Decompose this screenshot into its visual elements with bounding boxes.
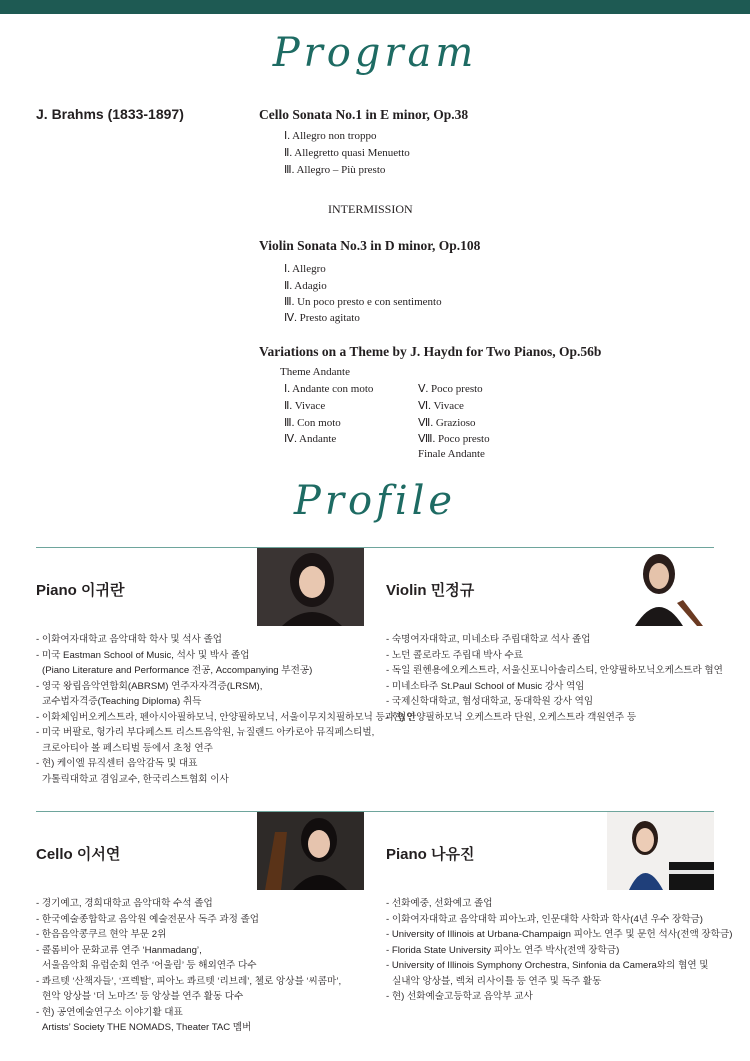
bio-line-continued: 교수법자격증(Teaching Diploma) 취득 — [42, 696, 202, 707]
bio-line: - 경기예고, 경희대학교 음악대학 수석 졸업 — [36, 898, 213, 909]
bio-item — [36, 679, 415, 710]
bio-item — [386, 632, 723, 648]
bio-item — [386, 694, 723, 710]
bio-line: - 이화체임버오케스트라, 펜아시아필하모닉, 안양필하모닉, 서울이무지치필하모닉 등과 협연 — [36, 711, 416, 723]
artist-photo — [607, 548, 714, 626]
bio-line: - 이화여자대학교 음악대학 피아노과, 인문대학 사학과 학사(4년 우수 장학금) — [386, 913, 703, 925]
variation: Ⅷ. Poco presto — [418, 433, 490, 445]
bio-item — [386, 989, 732, 1005]
artist-name: Violin 민정규 — [386, 582, 475, 599]
bio-item — [36, 974, 341, 1005]
variation: Ⅱ. Vivace — [284, 400, 326, 412]
artist-bio — [36, 632, 415, 787]
bio-line: - 독일 뢴헨용에오케스트라, 서울신포니아솔리스티, 안양필하모닉오케스트라 협연 — [386, 665, 723, 676]
bio-line: - 현) 케이엘 뮤직센터 음악감독 및 대표 — [36, 758, 198, 769]
artist-name: Cello 이서연 — [36, 846, 121, 863]
bio-item — [386, 958, 732, 989]
bio-line: - 한음음악콩쿠르 현악 부문 2위 — [36, 929, 167, 940]
bio-line: - Florida State University 피아노 연주 박사(전액 장학금) — [386, 944, 620, 956]
profile-heading: Profile — [293, 478, 457, 524]
work-title: Cello Sonata No.1 in E minor, Op.38 — [259, 107, 469, 122]
movement: Ⅲ. Un poco presto e con sentimento — [284, 296, 442, 308]
variation: Ⅶ. Grazioso — [418, 417, 476, 429]
bio-line: - 콜롬비아 문화교류 연주 ‘Hanmadang’, — [36, 944, 202, 956]
artist-photo — [257, 548, 364, 626]
bio-line: - 국제신학대학교, 협성대학교, 동대학원 강사 역임 — [386, 696, 594, 707]
bio-line: - 미국 Eastman School of Music, 석사 및 박사 졸업 — [36, 649, 250, 661]
bio-line: - 미국 버팔로, 헝가리 부다페스트 리스트음악원, 뉴질랜드 아카로아 뮤직페스티벌, — [36, 727, 375, 738]
movement: Ⅰ. Allegro non troppo — [284, 130, 377, 142]
bio-item — [386, 896, 732, 912]
bio-line: - 콰르텟 ‘산책자들’, ‘프렉탈’, 피아노 콰르텟 ‘리브레’, 첼로 앙상블 ‘씨콤마’, — [36, 975, 342, 987]
movement: Ⅱ. Allegretto quasi Menuetto — [284, 147, 410, 159]
work-title: Violin Sonata No.3 in D minor, Op.108 — [259, 238, 481, 253]
theme-label: Theme Andante — [280, 366, 350, 378]
composer-name: J. Brahms (1833-1897) — [36, 106, 184, 122]
bio-line: - 현) 안양필하모닉 오케스트라 단원, 오케스트라 객원연주 등 — [386, 711, 637, 723]
artist-name: Piano 나유진 — [386, 846, 475, 863]
bio-line-continued: 크로아티아 볼 페스티벌 등에서 초청 연주 — [42, 742, 213, 754]
movement: Ⅱ. Adagio — [284, 280, 327, 292]
variation: Ⅵ. Vivace — [418, 400, 464, 412]
bio-item — [36, 927, 341, 943]
bio-line: - University of Illinois Symphony Orchestra, Sinfonia da Camera와의 협연 및 — [386, 960, 709, 971]
artist-bio — [386, 632, 723, 725]
bio-line: - 선화예중, 선화예고 졸업 — [386, 898, 493, 909]
bio-item — [386, 679, 723, 695]
variation: Ⅳ. Andante — [284, 433, 337, 445]
bio-line-continued: 현악 앙상블 ‘더 노마즈’ 등 앙상블 연주 활동 다수 — [42, 991, 244, 1002]
bio-line: - 한국예술종합학교 음악원 예술전문사 독주 과정 졸업 — [36, 913, 260, 925]
variation: Finale Andante — [418, 448, 485, 460]
program-heading: Program — [272, 30, 478, 76]
bio-item — [386, 710, 723, 726]
bio-line-continued: 서울음악회 유럽순회 연주 ‘어울림’ 등 해외연주 다수 — [42, 960, 257, 971]
bio-line: - 숙명여자대학교, 미네소타 주립대학교 석사 졸업 — [386, 634, 591, 645]
bio-line-continued: 가톨릭대학교 겸임교수, 한국리스트협회 이사 — [42, 773, 229, 785]
artist-name: Piano 이귀란 — [36, 582, 125, 599]
variation: Ⅰ. Andante con moto — [284, 383, 374, 395]
bio-line: - 노던 콜로라도 주립대 박사 수료 — [386, 649, 523, 661]
bio-item — [36, 912, 341, 928]
bio-item — [386, 943, 732, 959]
bio-item — [36, 725, 415, 756]
bio-item — [386, 912, 732, 928]
bio-line: - 현) 선화예술고등학교 음악부 교사 — [386, 991, 533, 1002]
top-color-bar — [0, 0, 750, 14]
artist-photo — [257, 812, 364, 890]
variation: Ⅲ. Con moto — [284, 417, 341, 429]
bio-line-continued: Artists’ Society THE NOMADS, Theater TAC 멤버 — [42, 1022, 252, 1033]
bio-item — [36, 710, 415, 726]
work-title: Variations on a Theme by J. Haydn for Two Pianos, Op.56b — [259, 344, 602, 359]
bio-line: - 미네소타주 St.Paul School of Music 강사 역임 — [386, 680, 585, 692]
bio-item — [36, 896, 341, 912]
bio-item — [36, 632, 415, 648]
bio-line: - University of Illinois at Urbana-Champaign 피아노 연주 및 문헌 석사(전액 장학금) — [386, 929, 733, 940]
bio-item — [36, 756, 415, 787]
bio-item — [386, 663, 723, 679]
movement: Ⅰ. Allegro — [284, 263, 326, 275]
artist-bio — [386, 896, 732, 1005]
bio-item — [36, 648, 415, 679]
movement: Ⅳ. Presto agitato — [284, 312, 360, 324]
bio-item — [36, 1005, 341, 1036]
bio-item — [386, 648, 723, 664]
bio-line: - 이화여자대학교 음악대학 학사 및 석사 졸업 — [36, 634, 223, 645]
artist-photo — [607, 812, 714, 890]
bio-line-continued: 실내악 앙상블, 렉쳐 리사이틀 등 연주 및 독주 활동 — [392, 975, 602, 987]
bio-line: - 현) 공연예술연구소 이야기활 대표 — [36, 1006, 183, 1018]
artist-bio — [36, 896, 341, 1036]
intermission: INTERMISSION — [328, 202, 413, 216]
movement: Ⅲ. Allegro – Più presto — [284, 164, 386, 176]
variation: Ⅴ. Poco presto — [418, 383, 483, 395]
bio-line: - 영국 왕립음악연합회(ABRSM) 연주자자격증(LRSM), — [36, 680, 263, 692]
bio-item — [36, 943, 341, 974]
bio-line-continued: (Piano Literature and Performance 전공, Accompanying 부전공) — [42, 665, 313, 676]
bio-item — [386, 927, 732, 943]
